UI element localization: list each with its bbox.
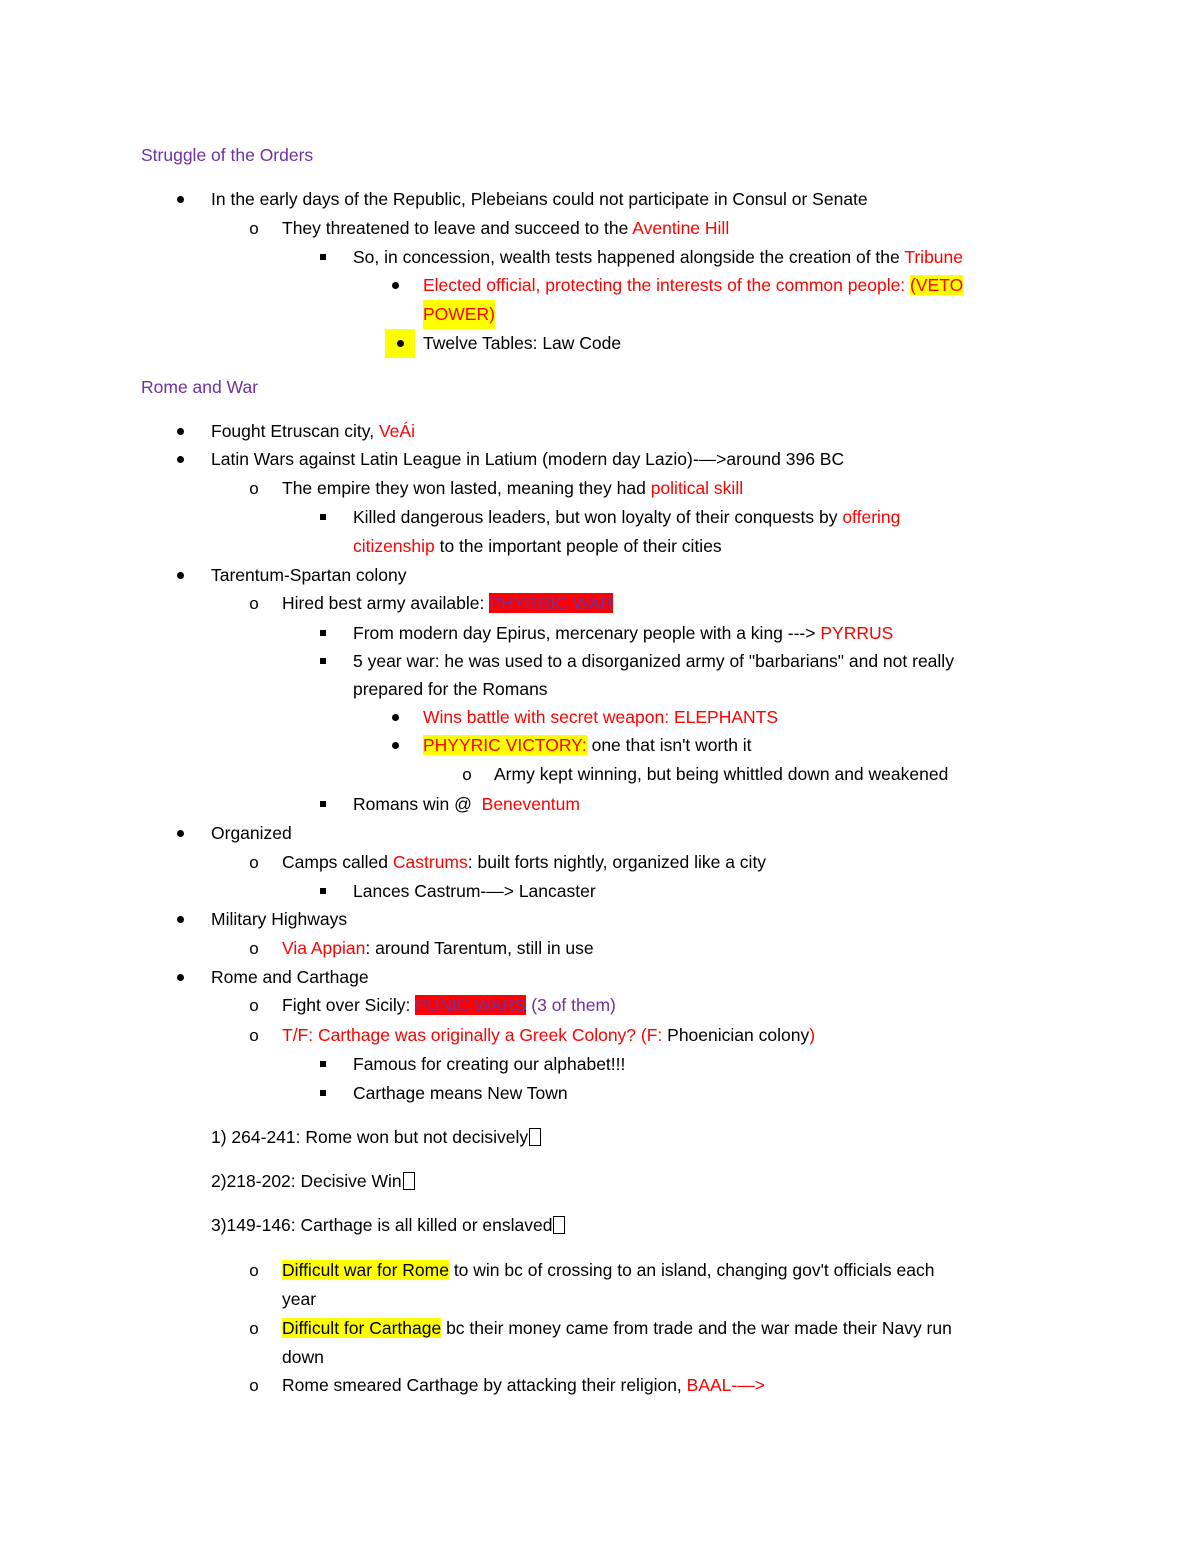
- heading-text: Rome and War: [141, 377, 259, 397]
- circle-bullet-icon: o: [249, 996, 259, 1015]
- bullet-icon: [385, 703, 405, 732]
- circle-bullet-icon: o: [249, 1376, 259, 1395]
- bullet-icon: [170, 963, 190, 992]
- bullet-icon: [170, 417, 190, 446]
- square-bullet-icon: [313, 1050, 333, 1079]
- missing-glyph-icon: [529, 1128, 541, 1146]
- square-bullet-icon: [313, 790, 333, 819]
- square-bullet-icon: [313, 503, 333, 532]
- circle-bullet-icon: o: [249, 479, 259, 498]
- circle-bullet-icon: o: [249, 939, 259, 958]
- square-bullet-icon: [313, 619, 333, 648]
- square-bullet-icon: [313, 243, 333, 272]
- circle-bullet-icon: o: [249, 594, 259, 613]
- circle-bullet-icon: o: [249, 1026, 259, 1045]
- bullet-icon: [170, 445, 190, 474]
- circle-bullet-icon: o: [462, 765, 472, 784]
- circle-bullet-icon: o: [249, 1261, 259, 1280]
- circle-bullet-icon: o: [249, 219, 259, 238]
- square-bullet-icon: [313, 877, 333, 906]
- bullet-icon: [170, 185, 190, 214]
- bullet-icon: [385, 271, 405, 300]
- circle-bullet-icon: o: [249, 853, 259, 872]
- circle-bullet-icon: o: [249, 1319, 259, 1338]
- missing-glyph-icon: [403, 1172, 415, 1190]
- bullet-icon: [170, 561, 190, 590]
- heading-text: Struggle of the Orders: [141, 145, 314, 165]
- bullet-icon: [170, 819, 190, 848]
- square-bullet-icon: [313, 647, 333, 676]
- square-bullet-icon: [313, 1079, 333, 1108]
- bullet-icon: [385, 329, 415, 358]
- bullet-icon: [170, 905, 190, 934]
- bullet-icon: [385, 731, 405, 760]
- missing-glyph-icon: [553, 1216, 565, 1234]
- document-page: Struggle of the Orders In the early days of the Republic, Plebeians could not participate in Consul or Senate o They threatened to leave and succeed to the Aventine Hill So, in concession, wealth tests happened alongside the creation of the Tribune Elected official, protecting the interests of the common people: (VETO POWER) Twelve Tables: Law Code Rome and War Fought Etruscan city, VeÁi Latin Wars against Latin League in Latium (modern day Lazio)-—>around 396 BC o The empire they won lasted, meaning they had political skill Killed dangerous leaders, but won loyalty of their conquests by offering citizenship to the important people of their cities Tarentum-Spartan colony o Hired best army available: PHYRRIC WAR From modern day Epirus, mercenary people with a king ---> PYRRUS 5 year war: he was used to a disorganized army of "barbarians" and not really prepared for the Romans Wins battle with secret weapon: ELEPHANTS PHYYRIC VICTORY: one that isn't worth it o Army kept winning, but being whittled down and weakened Romans win @ Beneventum Organized o Camps called Castrums: built forts nightly, organized like a city Lances Castrum-—> Lancaster Military Highways o Via Appian: around Tarentum, still in use Rome and Carthage o Fight over Sicily: PUNIC WARS (3 of them) o T/F: Carthage was originally a Greek Colony? (F: Phoenician colony) Famous for creating our alphabet!!! Carthage means New Town 1) 264-241: Rome won but not decisively 2)218-202: Decisive Win 3)149-146: Carthage is all killed or enslaved o Difficult war for Rome to win bc of crossing to an island, changing gov't officials each year o Difficult for Carthage bc their money came from trade and the war made their Navy run down o Rome smeared Carthage by attacking their religion, BAAL-—>: [0, 0, 1200, 1553]
